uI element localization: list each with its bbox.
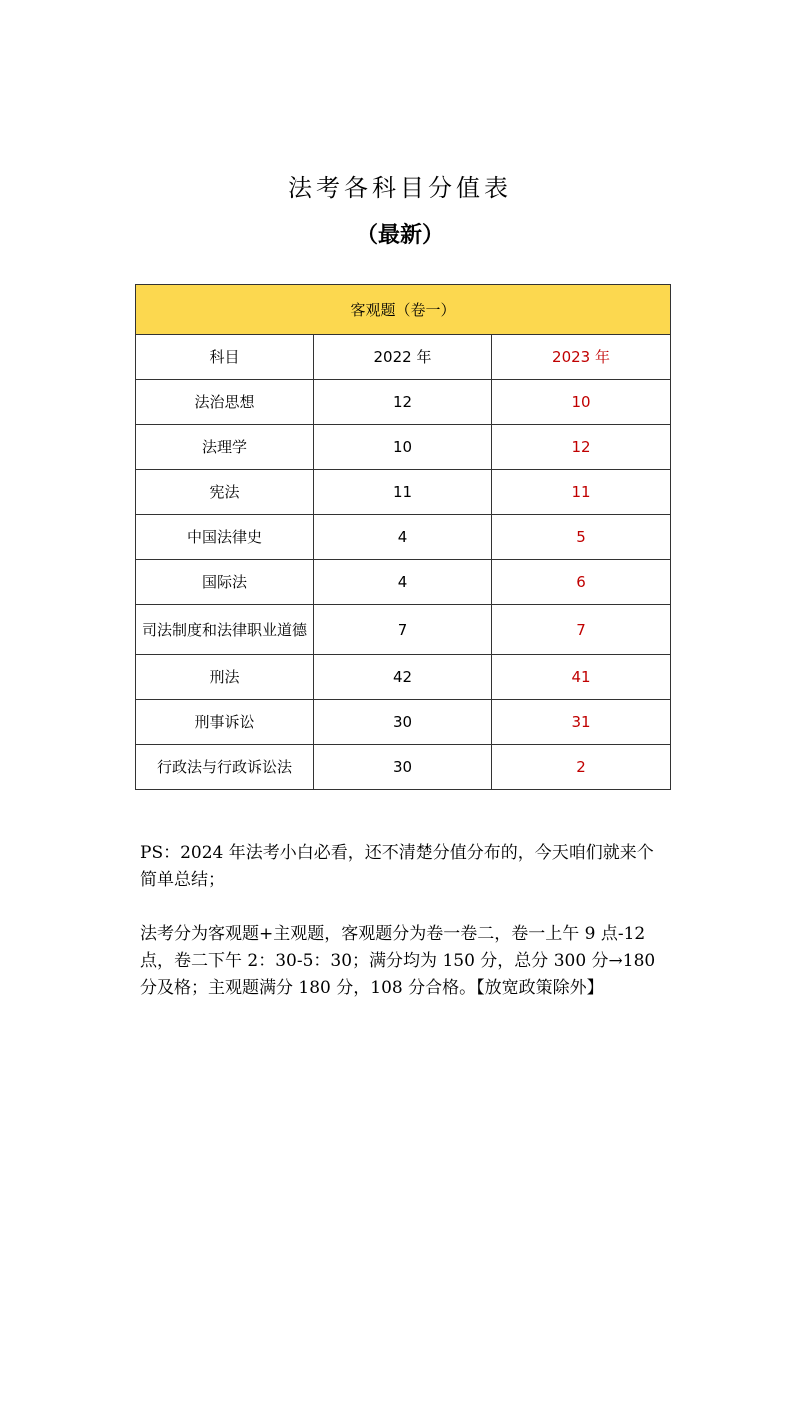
col-header-2023: 2023 年	[492, 335, 671, 380]
cell-2022: 30	[314, 700, 492, 745]
table-header: 客观题（卷一）	[136, 285, 671, 335]
cell-subject: 司法制度和法律职业道德	[136, 605, 314, 655]
notes-section	[140, 840, 670, 1029]
cell-2022: 7	[314, 605, 492, 655]
cell-subject: 法治思想	[136, 380, 314, 425]
cell-2023: 2	[492, 745, 671, 790]
cell-2023: 5	[492, 515, 671, 560]
cell-2023: 31	[492, 700, 671, 745]
table-row	[136, 425, 671, 470]
cell-2022: 12	[314, 380, 492, 425]
col-header-subject: 科目	[136, 335, 314, 380]
note-paragraph-details: 法考分为客观题+主观题，客观题分为卷一卷二，卷一上午 9 点-12 点，卷二下午 2：30-5：30；满分均为 150 分，总分 300 分→180 分及格；主观题满分 180 分，108 分合格。【放宽政策除外】	[140, 924, 656, 998]
score-table	[135, 284, 671, 790]
table-row	[136, 380, 671, 425]
cell-subject: 刑事诉讼	[136, 700, 314, 745]
cell-subject: 刑法	[136, 655, 314, 700]
table-row	[136, 515, 671, 560]
table-row	[136, 560, 671, 605]
cell-2022: 4	[314, 515, 492, 560]
note-paragraph-intro: PS：2024 年法考小白必看，还不清楚分值分布的，今天咱们就来个简单总结；	[140, 843, 654, 890]
cell-2022: 42	[314, 655, 492, 700]
cell-subject: 中国法律史	[136, 515, 314, 560]
cell-2023: 10	[492, 380, 671, 425]
table-row	[136, 655, 671, 700]
cell-2023: 12	[492, 425, 671, 470]
page-title: 法考各科目分值表	[288, 174, 512, 202]
cell-subject: 宪法	[136, 470, 314, 515]
cell-2022: 11	[314, 470, 492, 515]
table-header-row	[136, 285, 671, 335]
cell-2023: 7	[492, 605, 671, 655]
cell-2022: 10	[314, 425, 492, 470]
page-subtitle: （最新）	[355, 222, 444, 248]
table-row	[136, 700, 671, 745]
cell-2023: 6	[492, 560, 671, 605]
table-row	[136, 470, 671, 515]
cell-subject: 国际法	[136, 560, 314, 605]
col-header-2022: 2022 年	[314, 335, 492, 380]
column-header-row	[136, 335, 671, 380]
table-row	[136, 605, 671, 655]
cell-2022: 4	[314, 560, 492, 605]
cell-subject: 行政法与行政诉讼法	[136, 745, 314, 790]
cell-2023: 11	[492, 470, 671, 515]
cell-subject: 法理学	[136, 425, 314, 470]
cell-2022: 30	[314, 745, 492, 790]
table-row	[136, 745, 671, 790]
cell-2023: 41	[492, 655, 671, 700]
